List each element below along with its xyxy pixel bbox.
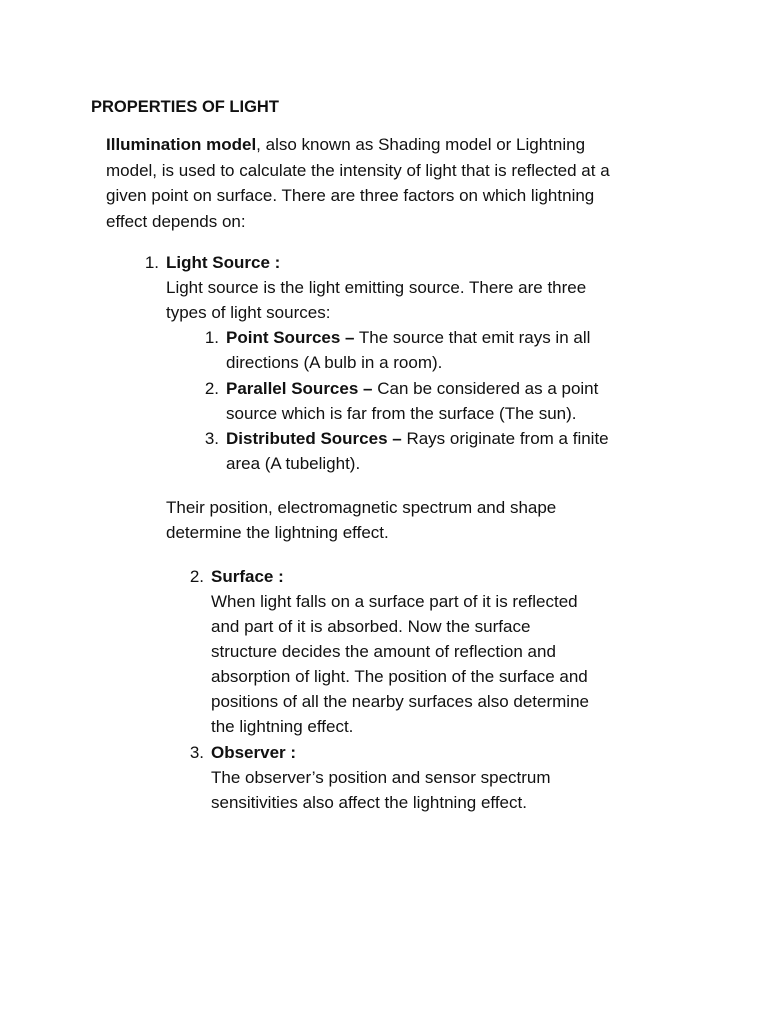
sub-item-text-line: directions (A bulb in a room). [226,353,443,372]
intro-paragraph [106,132,686,234]
sub-item-text-line: area (A tubelight). [226,454,361,473]
factor-title-text: Observer : [211,743,297,762]
factor-text-line: positions of all the nearby surfaces also determine [211,692,589,711]
sub-item-text-line: source which is far from the surface (The sun). [226,404,577,423]
factor-note-line: determine the lightning effect. [166,523,389,542]
factor-text-line: sensitivities also affect the lightning effect. [211,793,527,812]
factor-title [166,250,280,276]
sub-item-text: The source that emit rays in all [354,328,591,347]
sub-item-text: Rays originate from a finite [401,429,609,448]
factor-text-line: Light source is the light emitting source. There are three [166,278,587,297]
factor-title-text: Light Source : [166,253,281,272]
factor-title [211,564,284,590]
factor-text-line: structure decides the amount of reflection and [211,642,556,661]
sub-item-point-sources [226,325,590,351]
factor-title-text: Surface : [211,567,284,586]
sub-item-term: Point Sources – [226,328,355,347]
page-title: PROPERTIES OF LIGHT [91,98,279,116]
intro-term: Illumination model [106,135,257,154]
factor-text-line: and part of it is absorbed. Now the surface [211,617,531,636]
intro-line-1-rest: , also known as Shading model or Lightning [256,135,586,154]
list-number: 2. [189,567,204,586]
factor-note-line: Their position, electromagnetic spectrum and shape [166,498,557,517]
factor-text-line: When light falls on a surface part of it is reflected [211,592,578,611]
sub-item-parallel-sources [226,376,598,402]
factor-title [211,740,296,766]
sub-list-number: 2. [204,379,219,398]
list-number: 1. [144,253,159,272]
factor-text-line: absorption of light. The position of the surface and [211,667,588,686]
sub-list-number: 1. [204,328,219,347]
factor-text-line: The observer’s position and sensor spectrum [211,768,551,787]
intro-line-4: effect depends on: [106,211,246,231]
sub-item-term: Distributed Sources – [226,429,402,448]
factor-text-line: types of light sources: [166,303,331,322]
sub-item-term: Parallel Sources – [226,379,373,398]
intro-line-3: given point on surface. There are three factors on which lightning [106,186,595,205]
sub-list-number: 3. [204,429,219,448]
sub-item-distributed-sources [226,426,609,452]
list-number: 3. [189,743,204,762]
sub-item-text: Can be considered as a point [372,379,599,398]
intro-line-1 [106,132,686,158]
intro-line-2: model, is used to calculate the intensity of light that is reflected at a [106,160,610,180]
factor-text-line: the lightning effect. [211,717,354,736]
